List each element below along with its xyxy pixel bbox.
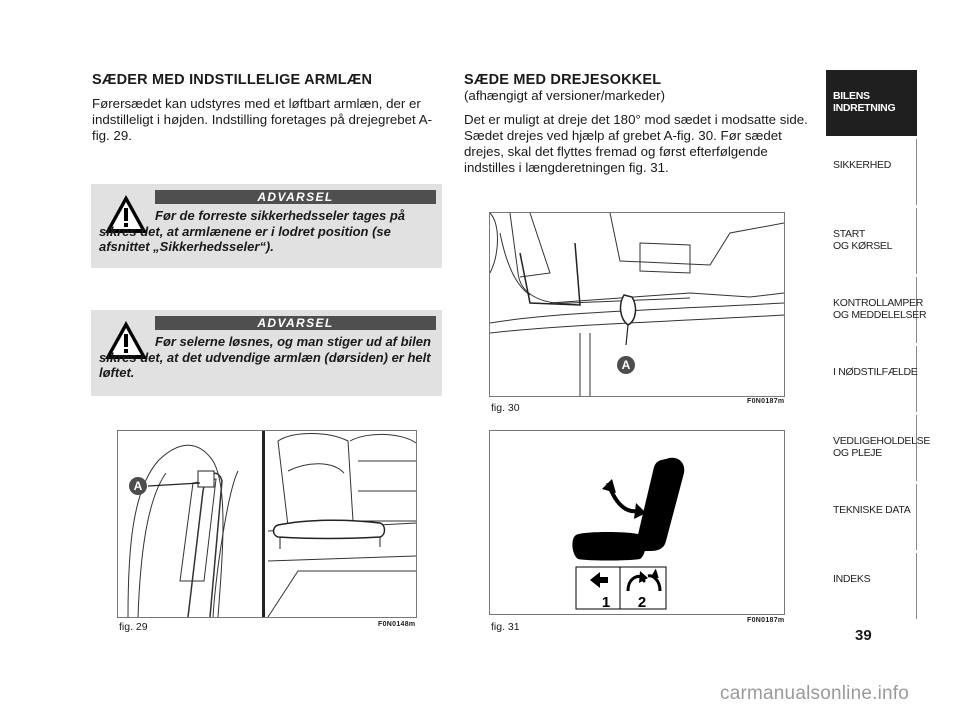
chapter-tab-2[interactable]	[826, 139, 917, 205]
chapter-tab-label: INDEKS	[833, 573, 871, 585]
chapter-tab-label: TEKNISKE DATA	[833, 504, 911, 516]
callout-a: A	[133, 479, 143, 493]
tab-edge-divider	[916, 553, 917, 619]
chapter-tab-label: START OG KØRSEL	[833, 228, 893, 252]
warning-title: ADVARSEL	[155, 190, 436, 204]
armrest-paragraph: Førersædet kan udstyres med et løftbart armlæn, der er indstilleligt i højden. Indstilling foretages på drejegrebet A-fig. 29.	[92, 96, 433, 143]
warning-box-2	[91, 310, 442, 396]
chapter-tab-8[interactable]	[826, 553, 917, 619]
warning-box-1	[91, 184, 442, 268]
figure-29-armrest-illustration	[117, 430, 417, 618]
swivel-paragraph: Det er muligt at dreje det 180° mod sædet i modsatte side. Sædet drejes ved hjælp af grebet A-fig. 30. Før sædet drejes, skal det flyttes fremad og først efterfølgende indstilles i længderetningen fig. 31.	[464, 112, 808, 175]
tab-edge-divider	[916, 484, 917, 550]
armrest-drawing	[118, 431, 416, 617]
figure-30-swivel-lever-illustration	[489, 212, 785, 397]
callout-a: A	[621, 358, 631, 372]
figure-30-code: F0N0187m	[747, 398, 785, 405]
figure-31-code: F0N0187m	[747, 617, 785, 624]
chapter-tab-label: VEDLIGEHOLDELSE OG PLEJE	[833, 435, 931, 459]
chapter-tab-5[interactable]	[826, 346, 917, 412]
warning-title: ADVARSEL	[155, 316, 436, 330]
warning-text: Før de forreste sikkerhedsseler tages på sikres det, at armlænene er i lodret position (se afsnittet „Sikkerhedsseler“).	[99, 208, 406, 254]
section-heading-armrests: SÆDER MED INDSTILLELIGE ARMLÆN	[92, 72, 373, 88]
chapter-tab-4[interactable]	[826, 277, 927, 343]
section-heading-swivel-seat: SÆDE MED DREJESOKKEL	[464, 72, 662, 88]
step-2: 2	[637, 594, 647, 611]
page-number: 39	[855, 627, 872, 644]
warning-text: Før selerne løsnes, og man stiger ud af bilen sikres det, at det udvendige armlæn (dørsiden) er helt løftet.	[99, 334, 431, 380]
figure-29-label: fig. 29	[119, 621, 148, 633]
tab-edge-divider	[916, 139, 917, 205]
seat-adjust-diagram	[490, 431, 784, 614]
watermark: carmanualsonline.info	[720, 683, 910, 704]
figure-31-seat-diagram	[489, 430, 785, 615]
chapter-tab-label: KONTROLLAMPER OG MEDDELELSER	[833, 297, 927, 321]
tab-edge-divider	[916, 346, 917, 412]
figure-29-code: F0N0148m	[378, 621, 416, 628]
rotation-arrow-icon	[602, 479, 616, 493]
swivel-subheading: (afhængigt af versioner/markeder)	[464, 88, 666, 103]
swivel-lever-drawing	[490, 213, 784, 396]
step-1: 1	[601, 594, 611, 611]
chapter-tab-label: I NØDSTILFÆLDE	[833, 366, 918, 378]
chapter-tab-3[interactable]	[826, 208, 917, 274]
chapter-tab-label: BILENS INDRETNING	[833, 90, 896, 114]
tab-edge-divider	[916, 208, 917, 274]
figure-30-label: fig. 30	[491, 402, 520, 414]
chapter-tab-6[interactable]	[826, 415, 931, 481]
chapter-tab-label: SIKKERHED	[833, 159, 891, 171]
chapter-tab-1[interactable]	[826, 70, 917, 136]
figure-31-label: fig. 31	[491, 621, 520, 633]
chapter-tab-7[interactable]	[826, 484, 917, 550]
